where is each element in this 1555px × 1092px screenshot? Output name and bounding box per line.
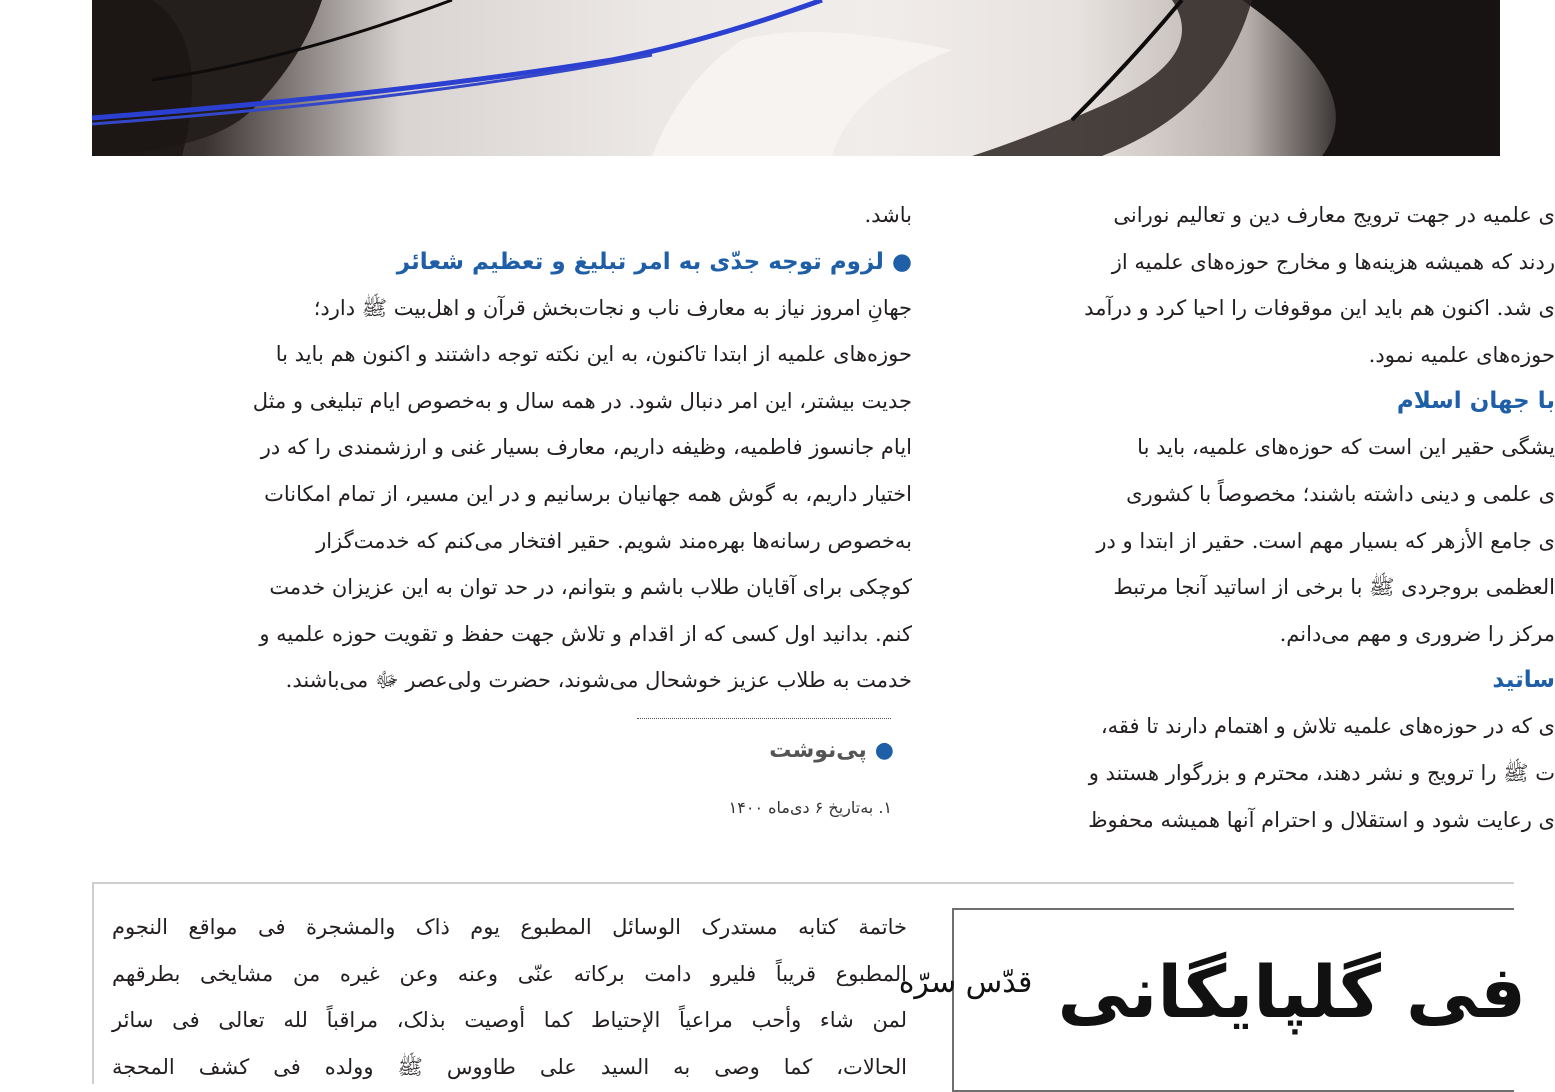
paragraph-line: ردند که همیشه هزینه‌ها و مخارج حوزه‌های علمیه از (1111, 249, 1555, 274)
paragraph-line: ی رعایت شود و استقلال و احترام آنها همیشه محفوظ (1088, 807, 1555, 832)
title-box (898, 908, 1526, 1092)
paragraph-line: حوزه‌های علمیه نمود. (1368, 342, 1555, 367)
paragraph-line: خدمت به طلاب عزیز خوشحال می‌شوند، حضرت ولی‌عصر ﷻ می‌باشند. (285, 668, 912, 693)
paragraph-line: جهانِ امروز نیاز به معارف ناب و نجات‌بخش قرآن و اهل‌بیت ﷺ دارد؛ (313, 295, 912, 320)
photo-illustration (92, 0, 1500, 156)
paragraph-line: یشگی حقیر این است که حوزه‌های علمیه، باید با (1137, 435, 1555, 460)
title-honorific: قدّس سرّه (898, 965, 1033, 1000)
footnotes-heading-text: پی‌نوشت (769, 738, 867, 763)
arabic-line: الحالات، کما وصی به السید علی طاووس ﷺ وولده فی کشف المحجة (112, 1054, 907, 1079)
paragraph-line: اختیار داریم، به گوش همه جهانیان برسانیم و در این مسیر، از تمام امکانات (264, 481, 912, 506)
footnote-1: ۱. به‌تاریخ ۶ دی‌ماه ۱۴۰۰ (728, 798, 892, 817)
paragraph-line: ی جامع الأزهر که بسیار مهم است. حقیر از ابتدا و در (1096, 528, 1555, 553)
paragraph-line: کوچکی برای آقایان طلاب باشم و بتوانم، در حد توان به این عزیزان خدمت (269, 575, 912, 600)
article-column-right (955, 192, 1555, 843)
continuation-line: باشد. (864, 203, 912, 227)
footnotes-heading (769, 738, 894, 763)
arabic-line: المطبوع قریباً فلیرو دامت برکاته عنّی وعنه وعن غیره من مشایخی بطرقهم (112, 961, 907, 986)
paragraph-line: ت ﷺ را ترویج و نشر دهند، محترم و بزرگوار هستند و (1088, 760, 1555, 785)
article-column-middle (112, 192, 912, 704)
section-heading-text: لزوم توجه جدّی به امر تبلیغ و تعظیم شعائر (396, 248, 884, 275)
section-heading-islamic-world: با جهان اسلام (1396, 388, 1555, 415)
paragraph-line: مرکز را ضروری و مهم می‌دانم. (1279, 621, 1555, 646)
paragraph-line: کنم. بدانید اول کسی که از اقدام و تلاش جهت حفظ و تقویت حوزه علمیه و (259, 621, 912, 646)
paragraph-line: ی علمی و دینی داشته باشند؛ مخصوصاً با کشوری (1126, 481, 1555, 506)
photo-collar (652, 32, 952, 156)
paragraph-line: جدیت بیشتر، این امر دنبال شود. در همه سال و به‌خصوص ایام تبلیغی و مثل (252, 388, 912, 413)
paragraph-line: ایام جانسوز فاطمیه، وظیفه داریم، معارف بسیار غنی و ارزشمندی را که در (260, 435, 912, 460)
arabic-line: لمن شاء وأحب مراعیاً الإحتیاط کما أوصیت بذلک، مراقباً لله تعالی فی سائر (112, 1008, 907, 1033)
paragraph-line: ی که در حوزه‌های علمیه تلاش و اهتمام دارند تا فقه، (1100, 714, 1555, 739)
paragraph-line: به‌خصوص رسانه‌ها بهره‌مند شویم. حقیر افتخار می‌کنم که خدمت‌گزار (316, 528, 912, 553)
section-heading-propagation (112, 239, 912, 285)
section-heading-teachers: ساتید (1492, 667, 1555, 694)
footnote-divider (637, 718, 891, 719)
arabic-line: خاتمة کتابه مستدرک الوسائل المطبوع یوم ذاک والمشجرة فی مواقع النجوم (112, 915, 907, 939)
paragraph-line: ی علمیه در جهت ترویج معارف دین و تعالیم نورانی (1113, 203, 1555, 227)
paragraph-line: ی شد. اکنون هم باید این موقوفات را احیا کرد و درآمد (1084, 296, 1555, 321)
bullet-icon: ● (874, 738, 894, 763)
paragraph-line: حوزه‌های علمیه از ابتدا تاکنون، به این نکته توجه داشتند و اکنون هم باید با (275, 342, 912, 367)
photo-dark-right (1242, 0, 1500, 156)
title-name: فی گلپایگانی (1057, 950, 1526, 1034)
paragraph-line: العظمی بروجردی ﷺ با برخی از اساتید آنجا مرتبط (1113, 575, 1555, 600)
bottom-arabic-text (112, 904, 907, 1090)
bullet-icon: ● (891, 248, 912, 275)
header-photo (92, 0, 1500, 156)
title-text (899, 950, 1526, 1034)
